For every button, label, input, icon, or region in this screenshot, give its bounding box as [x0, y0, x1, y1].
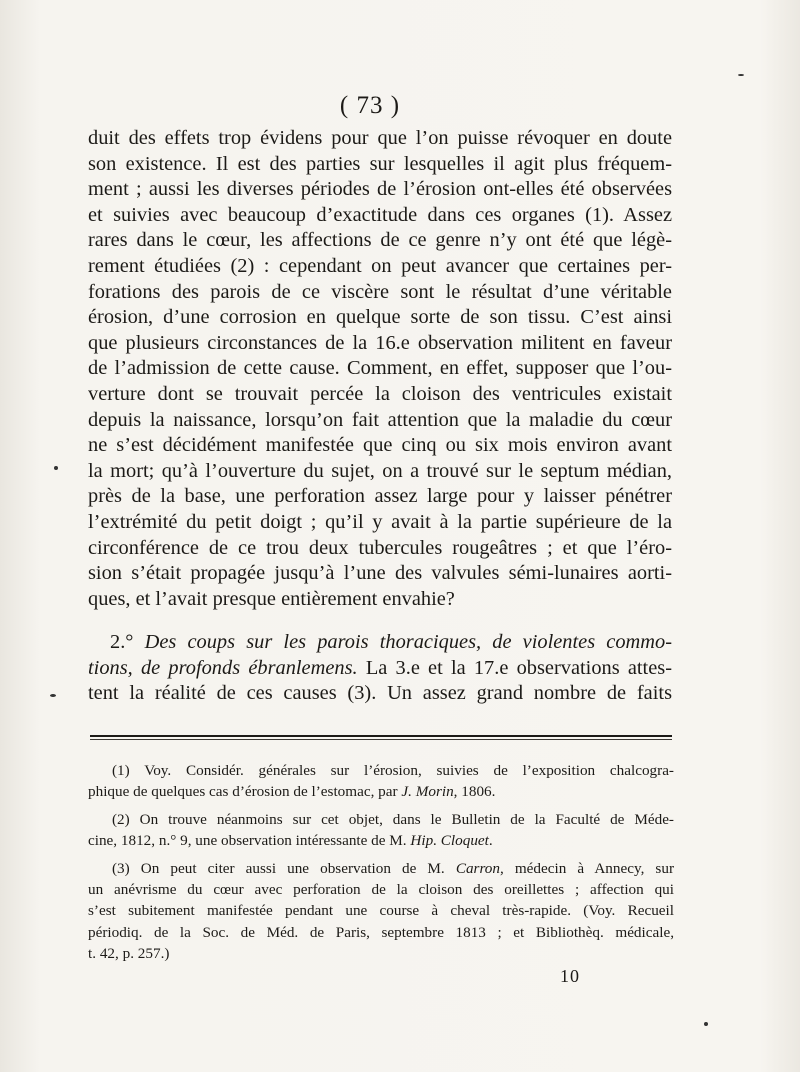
text-line: circonférence de ce trou deux tubercules rougeâtres ; et que l’éro-: [88, 536, 672, 559]
text-line: duit des effets trop évidens pour que l’on puisse révoquer en doute: [88, 127, 672, 149]
footnote-line: [88, 830, 674, 851]
ink-speck: [50, 694, 56, 697]
ink-speck: [704, 1022, 708, 1026]
footnote-3: [88, 858, 674, 965]
footnote-text: .: [488, 832, 493, 850]
footnote-line: périodiq. de la Soc. de Méd. de Paris, septembre 1813 ; et Bibliothèq. médicale,: [88, 923, 674, 941]
text-line: rement étudiées (2) : cependant on peut avancer que certaines per-: [88, 254, 672, 277]
text-line: rares dans le cœur, les affections de ce genre n’y ont été que légè-: [88, 229, 672, 252]
text-line: que plusieurs circonstances de la 16.e observation militent en faveur: [88, 331, 672, 354]
footnotes: [88, 760, 674, 971]
text-line: sion s’était propagée jusqu’à l’une des valvules sémi-lunaires aorti-: [88, 562, 672, 585]
text-line: la mort; qu’à l’ouverture du sujet, on a trouvé sur le septum médian,: [88, 459, 672, 482]
text-line: ment ; aussi les diverses périodes de l’érosion ont-elles été observées: [88, 178, 672, 201]
footnote-author: Hip. Cloquet: [410, 832, 489, 850]
text-line: près de la base, une perforation assez large pour y laisser pénétrer: [88, 485, 672, 508]
text-line: de l’admission de cette cause. Comment, en effet, supposer que l’ou-: [88, 357, 672, 380]
text-line: l’extrémité du petit doigt ; qu’il y avait à la partie supérieure de la: [88, 510, 672, 533]
footnote-line: (2) On trouve néanmoins sur cet objet, dans le Bulletin de la Faculté de Méde-: [112, 810, 674, 828]
footnote-rule-thin: [90, 739, 672, 740]
para2-italic-2: tions, de profonds ébranlemens.: [88, 656, 358, 679]
footnote-2: [88, 809, 674, 852]
page-number: ( 73 ): [339, 92, 401, 119]
signature-mark: 10: [560, 966, 580, 986]
main-paragraph: [88, 126, 672, 612]
para2-line-1: [88, 630, 672, 656]
footnote-text: cine, 1812, n.° 9, une observation intéressante de M.: [88, 832, 411, 850]
footnote-1: [88, 760, 674, 803]
second-paragraph: [88, 630, 672, 707]
footnote-line: s’est subitement manifestée pendant une course à cheval très-rapide. (Voy. Recueil: [88, 902, 674, 920]
ink-speck: [54, 466, 58, 470]
footnote-text: , médecin à Annecy, sur: [499, 859, 674, 877]
footnote-author: J. Morin: [401, 783, 454, 801]
text-line: ne s’est décidément manifestée que cinq ou six mois environ avant: [88, 434, 672, 457]
ink-speck: [738, 74, 744, 76]
text-line: forations des parois de ce viscère sont le résultat d’une véritable: [88, 280, 672, 303]
text-line: et suivies avec beaucoup d’exactitude dans ces organes (1). Assez: [88, 203, 672, 226]
footnote-line: t. 42, p. 257.): [88, 945, 170, 963]
footnote-line: [88, 858, 674, 879]
para2-line-2: [88, 656, 672, 682]
footnote-rule: [90, 735, 672, 737]
footnote-text: (3) On peut citer aussi une observation de M.: [112, 859, 456, 877]
text-line: depuis la naissance, lorsqu’on fait attention que la maladie du cœur: [88, 408, 672, 431]
text-line: verture dont se trouvait percée la cloison des ventricules existait: [88, 382, 672, 405]
para2-line-3: tent la réalité de ces causes (3). Un assez grand nombre de faits: [88, 682, 672, 705]
footnote-author: Carron: [455, 859, 500, 877]
para2-line2-rest: La 3.e et la 17.e observations attes-: [365, 656, 673, 679]
footnote-line: (1) Voy. Considér. générales sur l’érosion, suivies de l’exposition chalcogra-: [112, 762, 674, 779]
text-line: érosion, d’une corrosion en quelque sorte de son tissu. C’est ainsi: [88, 306, 672, 329]
footnote-text: phique de quelques cas d’érosion de l’estomac, par: [88, 783, 402, 801]
para2-number: 2.°: [110, 631, 134, 653]
footnote-text: , 1806.: [453, 783, 496, 801]
text-line: son existence. Il est des parties sur lesquelles il agit plus fréquem-: [88, 152, 672, 175]
para2-italic-1: Des coups sur les parois thoraciques, de violentes commo-: [144, 631, 672, 653]
text-line: ques, et l’avait presque entièrement envahie?: [88, 587, 455, 610]
footnote-line: [88, 781, 674, 802]
footnote-line: un anévrisme du cœur avec perforation de la cloison des oreillettes ; affection qui: [88, 881, 674, 899]
